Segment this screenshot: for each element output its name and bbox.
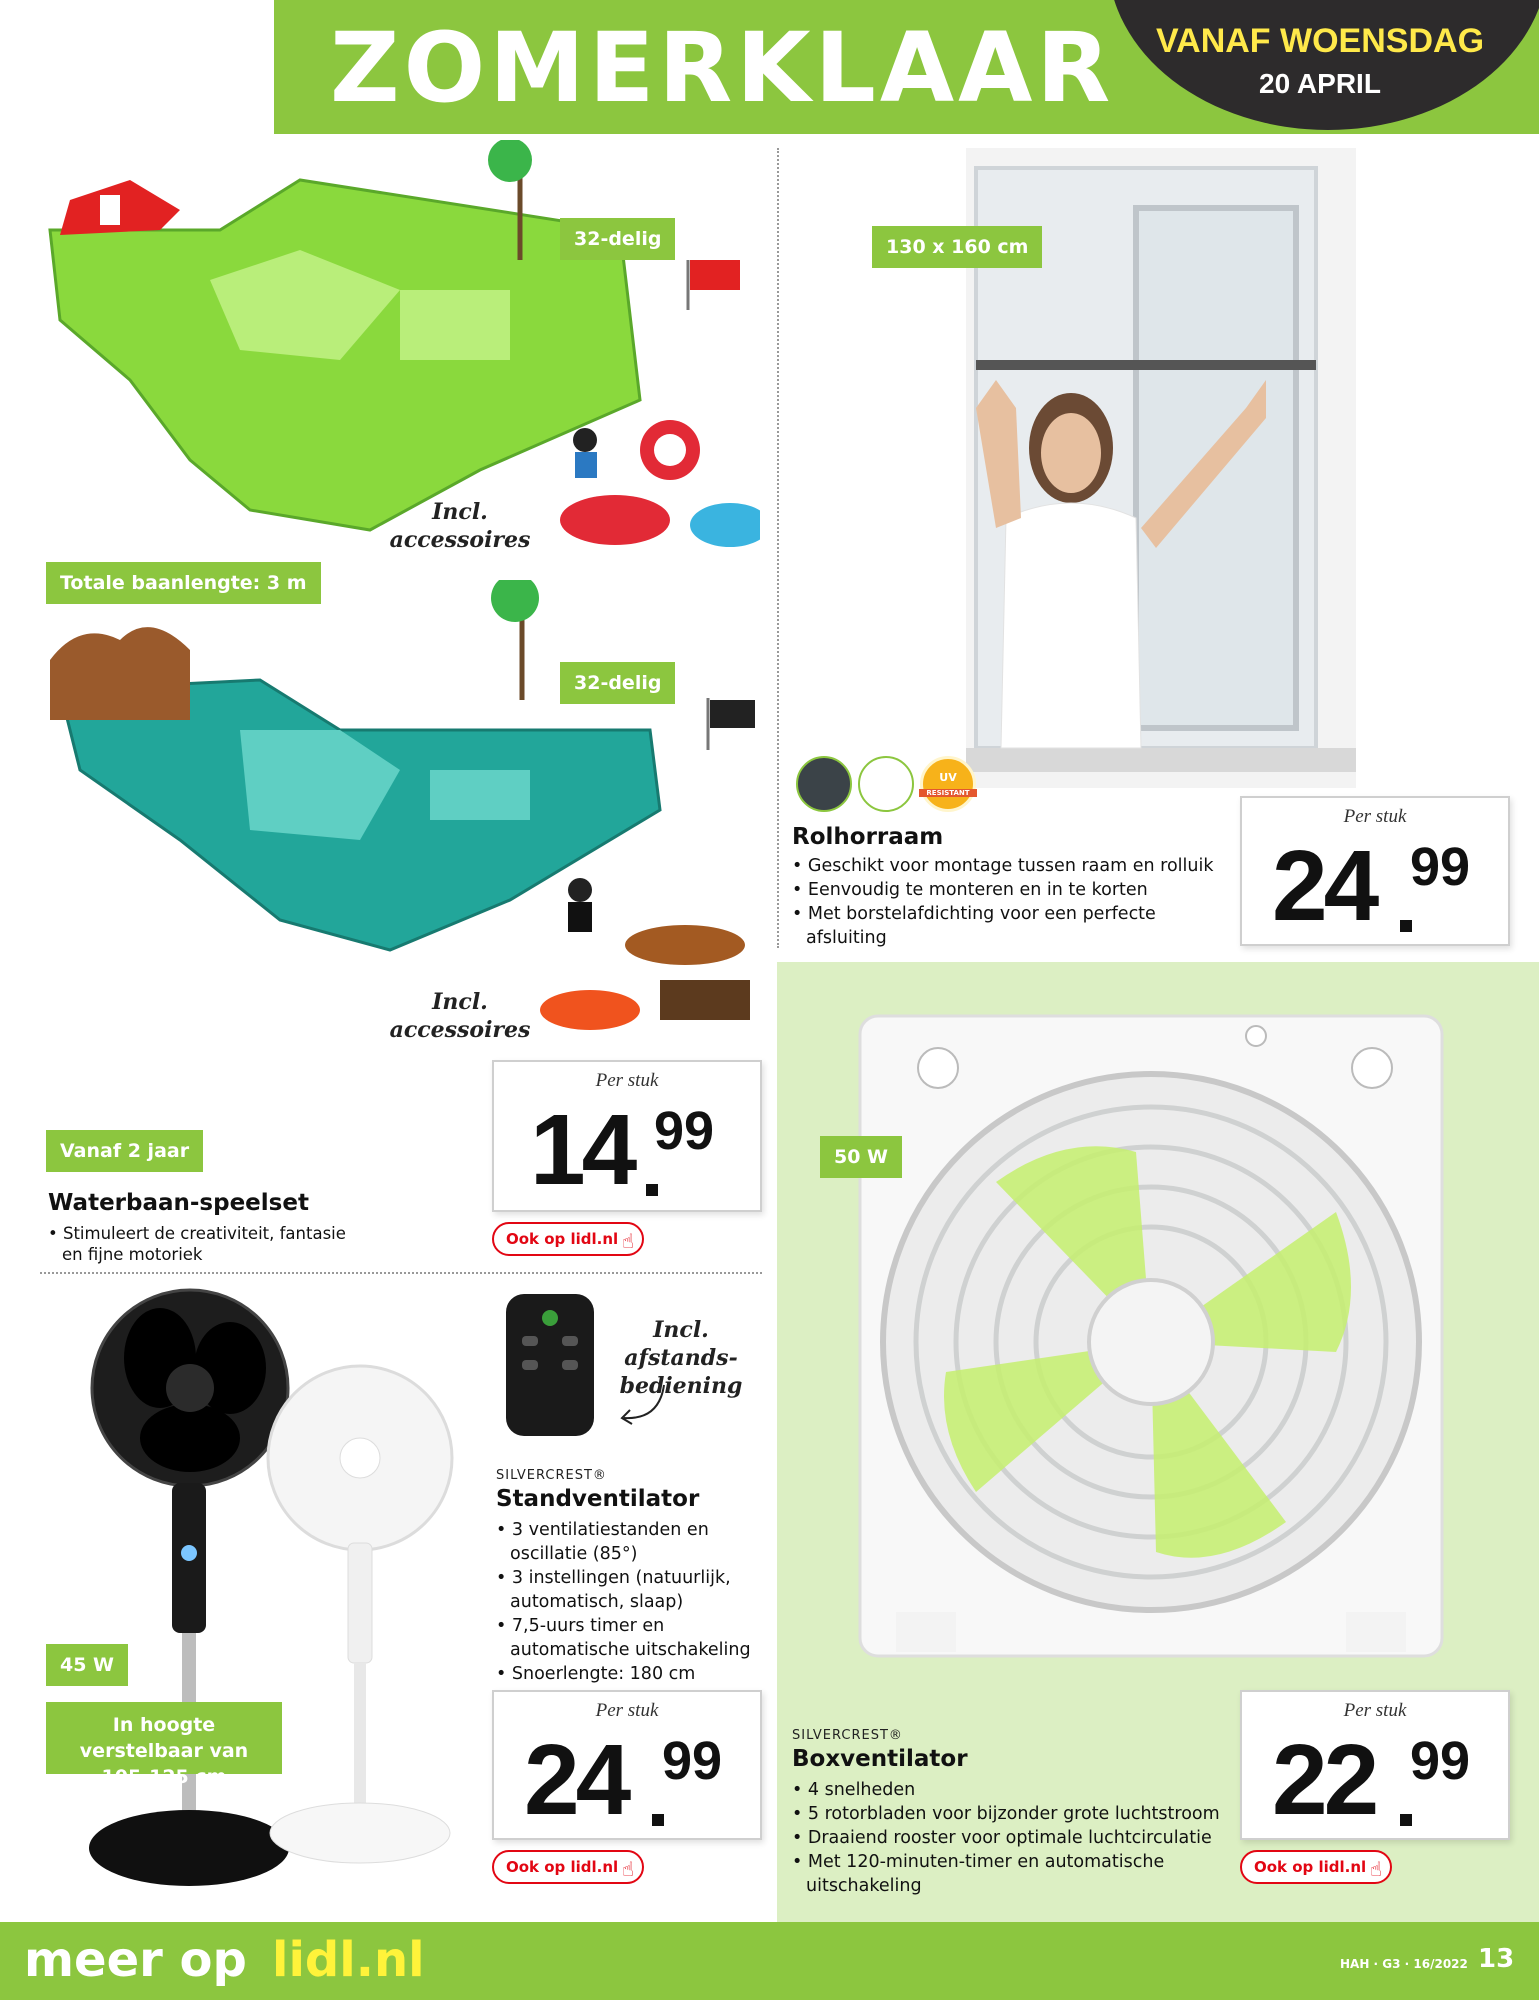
footer-lidl-link[interactable]: lidl.nl	[272, 1932, 425, 1988]
tag-32-delig: 32-delig	[560, 218, 675, 260]
footer-meer-op: meer op	[24, 1932, 247, 1988]
arrow-icon	[614, 1380, 674, 1430]
uv-label: UV	[939, 771, 957, 784]
price-euros: 24	[524, 1724, 628, 1836]
date-badge-weekday: VANAF WOENSDAG	[1155, 22, 1485, 60]
resistant-label: RESISTANT	[919, 789, 977, 797]
price-euros: 24	[1272, 830, 1376, 942]
price-dot	[1400, 920, 1412, 932]
rolhorraam-title: Rolhorraam	[792, 824, 944, 850]
waterbaan-green-image	[40, 140, 760, 560]
price-cents: 99	[662, 1731, 723, 1791]
boxventilator-bullets	[792, 1778, 1232, 1898]
rolhorraam-bullet: • Eenvoudig te monteren en in te korten	[792, 878, 1232, 902]
price-cents: 99	[1410, 1731, 1471, 1791]
date-badge-date: 20 APRIL	[1259, 68, 1381, 99]
price-cents: 99	[1410, 837, 1471, 897]
price-label: Per stuk	[1343, 1700, 1407, 1721]
boxventilator-image	[856, 1012, 1446, 1662]
rolhorraam-bullet: • Met borstelafdichting voor een perfecte afsluiting	[792, 902, 1232, 950]
lidl-link-label: Ook op lidl.nl	[1254, 1858, 1367, 1876]
boxventilator-bullet: • Draaiend rooster voor optimale luchtcirculatie	[792, 1826, 1232, 1850]
price-dot	[646, 1184, 658, 1196]
standventilator-bullets	[496, 1518, 766, 1686]
tag-45w: 45 W	[46, 1644, 128, 1686]
waterbaan-title: Waterbaan-speelset	[48, 1190, 309, 1216]
standventilator-image	[60, 1288, 480, 1908]
boxventilator-bullet: • 5 rotorbladen voor bijzonder grote luchtstroom	[792, 1802, 1232, 1826]
pointer-hand-icon: ☝	[621, 1857, 634, 1881]
boxventilator-title: Boxventilator	[792, 1746, 968, 1772]
tag-hoogte-verstelbaar: In hoogte verstelbaar van 105-125 cm	[46, 1702, 282, 1774]
remote-control-image	[502, 1290, 598, 1440]
pointer-hand-icon: ☝	[1369, 1857, 1382, 1881]
color-swatch-white[interactable]	[858, 756, 914, 812]
tag-50w: 50 W	[820, 1136, 902, 1178]
section-divider	[40, 1272, 762, 1274]
price-dot	[652, 1814, 664, 1826]
tag-baanlengte: Totale baanlengte: 3 m	[46, 562, 321, 604]
price-cents: 99	[654, 1101, 715, 1161]
column-divider	[777, 148, 779, 948]
note-incl-accessoires-2: Incl. accessoires	[389, 989, 531, 1043]
price-dot	[1400, 1814, 1412, 1826]
rolhorraam-price-box	[1240, 796, 1510, 946]
price-label: Per stuk	[1343, 806, 1407, 827]
rolhorraam-bullet: • Geschikt voor montage tussen raam en rolluik	[792, 854, 1232, 878]
color-swatch-anthracite[interactable]	[796, 756, 852, 812]
waterbaan-bullets	[48, 1223, 348, 1265]
page-title: ZOMERKLAAR	[330, 12, 1115, 124]
waterbaan-pirate-image	[40, 580, 760, 1030]
boxventilator-price-box	[1240, 1690, 1510, 1840]
tag-vanaf-2-jaar: Vanaf 2 jaar	[46, 1130, 203, 1172]
rolhorraam-bullets	[792, 854, 1232, 950]
price-label: Per stuk	[595, 1700, 659, 1721]
price-euros: 22	[1272, 1724, 1376, 1836]
standventilator-price-box	[492, 1690, 762, 1840]
tag-32-delig-2: 32-delig	[560, 662, 675, 704]
standventilator-lidl-link[interactable]	[492, 1850, 644, 1884]
boxventilator-lidl-link[interactable]	[1240, 1850, 1392, 1884]
standventilator-brand: SILVERCREST®	[496, 1468, 607, 1483]
waterbaan-lidl-link[interactable]	[492, 1222, 644, 1256]
page-number: 13	[1478, 1944, 1515, 1974]
lidl-link-label: Ook op lidl.nl	[506, 1230, 619, 1248]
standventilator-bullet: • Snoerlengte: 180 cm	[496, 1662, 766, 1686]
waterbaan-bullet: • Stimuleert de creativiteit, fantasie en fijne motoriek	[48, 1223, 348, 1265]
footer-folder-code: HAH · G3 · 16/2022	[1340, 1957, 1468, 1971]
standventilator-bullet: • 7,5-uurs timer en automatische uitschakeling	[496, 1614, 766, 1662]
uv-resistant-icon	[920, 756, 976, 812]
price-label: Per stuk	[595, 1070, 659, 1091]
standventilator-title: Standventilator	[496, 1486, 700, 1512]
standventilator-bullet: • 3 instellingen (natuurlijk, automatisch, slaap)	[496, 1566, 766, 1614]
price-euros: 14	[530, 1094, 634, 1206]
boxventilator-brand: SILVERCREST®	[792, 1728, 903, 1743]
note-incl-accessoires: Incl. accessoires	[389, 499, 531, 553]
waterbaan-price-box	[492, 1060, 762, 1212]
tag-size: 130 x 160 cm	[872, 226, 1042, 268]
note-incl-afstandsbediening: Incl. afstands-bediening	[619, 1317, 743, 1399]
standventilator-bullet: • 3 ventilatiestanden en oscillatie (85°)	[496, 1518, 766, 1566]
pointer-hand-icon: ☝	[621, 1229, 634, 1253]
boxventilator-bullet: • 4 snelheden	[792, 1778, 1232, 1802]
boxventilator-bullet: • Met 120-minuten-timer en automatische uitschakeling	[792, 1850, 1232, 1898]
lidl-link-label: Ook op lidl.nl	[506, 1858, 619, 1876]
